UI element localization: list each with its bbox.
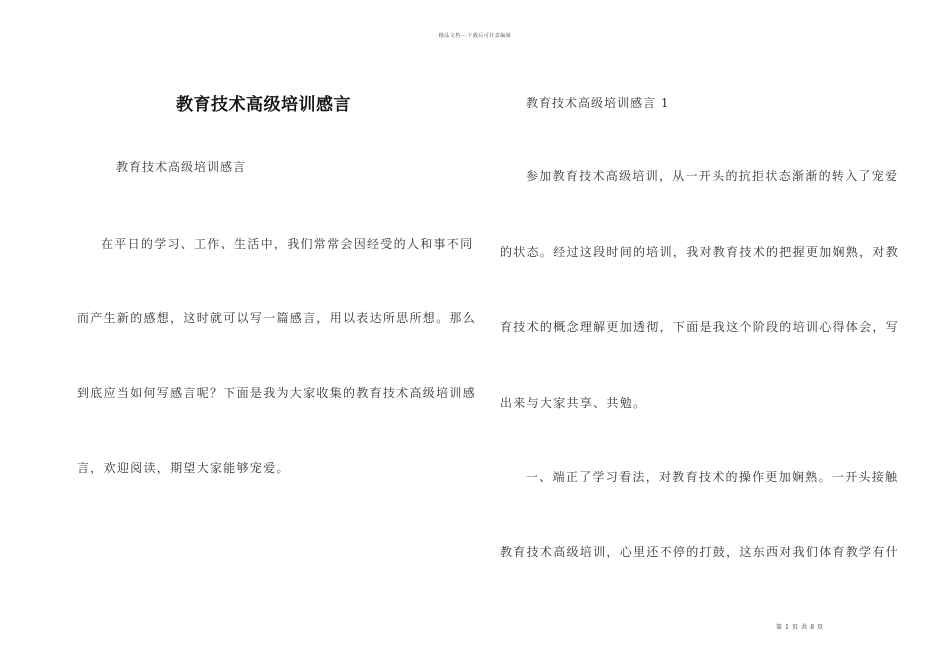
right-subtitle: 教育技术高级培训感言 1 bbox=[526, 96, 670, 110]
document-title: 教育技术高级培训感言 bbox=[176, 95, 351, 115]
paragraph-line: 参加教育技术高级培训，从一开头的抗拒状态渐渐的转入了宠爱 bbox=[526, 169, 899, 183]
paragraph-line: 一、端正了学习看法，对教育技术的操作更加娴熟。一开头接触 bbox=[526, 470, 899, 484]
paragraph-line: 在平日的学习、工作、生活中，我们常常会因经受的人和事不同 bbox=[101, 237, 474, 251]
paragraph-line: 到底应当如何写感言呢？下面是我为大家收集的教育技术高级培训感 bbox=[77, 386, 477, 400]
paragraph-line: 育技术的概念理解更加透彻，下面是我这个阶段的培训心得体会，写 bbox=[500, 320, 900, 334]
paragraph-line: 的状态。经过这段时间的培训，我对教育技术的把握更加娴熟，对教 bbox=[500, 245, 900, 259]
page-number: 第 1 页 共 8 页 bbox=[776, 624, 824, 631]
paragraph-line: 言，欢迎阅读，期望大家能够宠爱。 bbox=[77, 461, 290, 475]
header-note: 精品文档---下载后可任意编辑 bbox=[438, 33, 512, 39]
left-subtitle: 教育技术高级培训感言 bbox=[116, 160, 247, 174]
paragraph-line: 教育技术高级培训，心里还不停的打鼓，这东西对我们体育教学有什 bbox=[500, 545, 900, 559]
paragraph-line: 出来与大家共享、共勉。 bbox=[500, 396, 647, 410]
paragraph-line: 而产生新的感想，这时就可以写一篇感言，用以表达所思所想。那么 bbox=[77, 311, 477, 325]
